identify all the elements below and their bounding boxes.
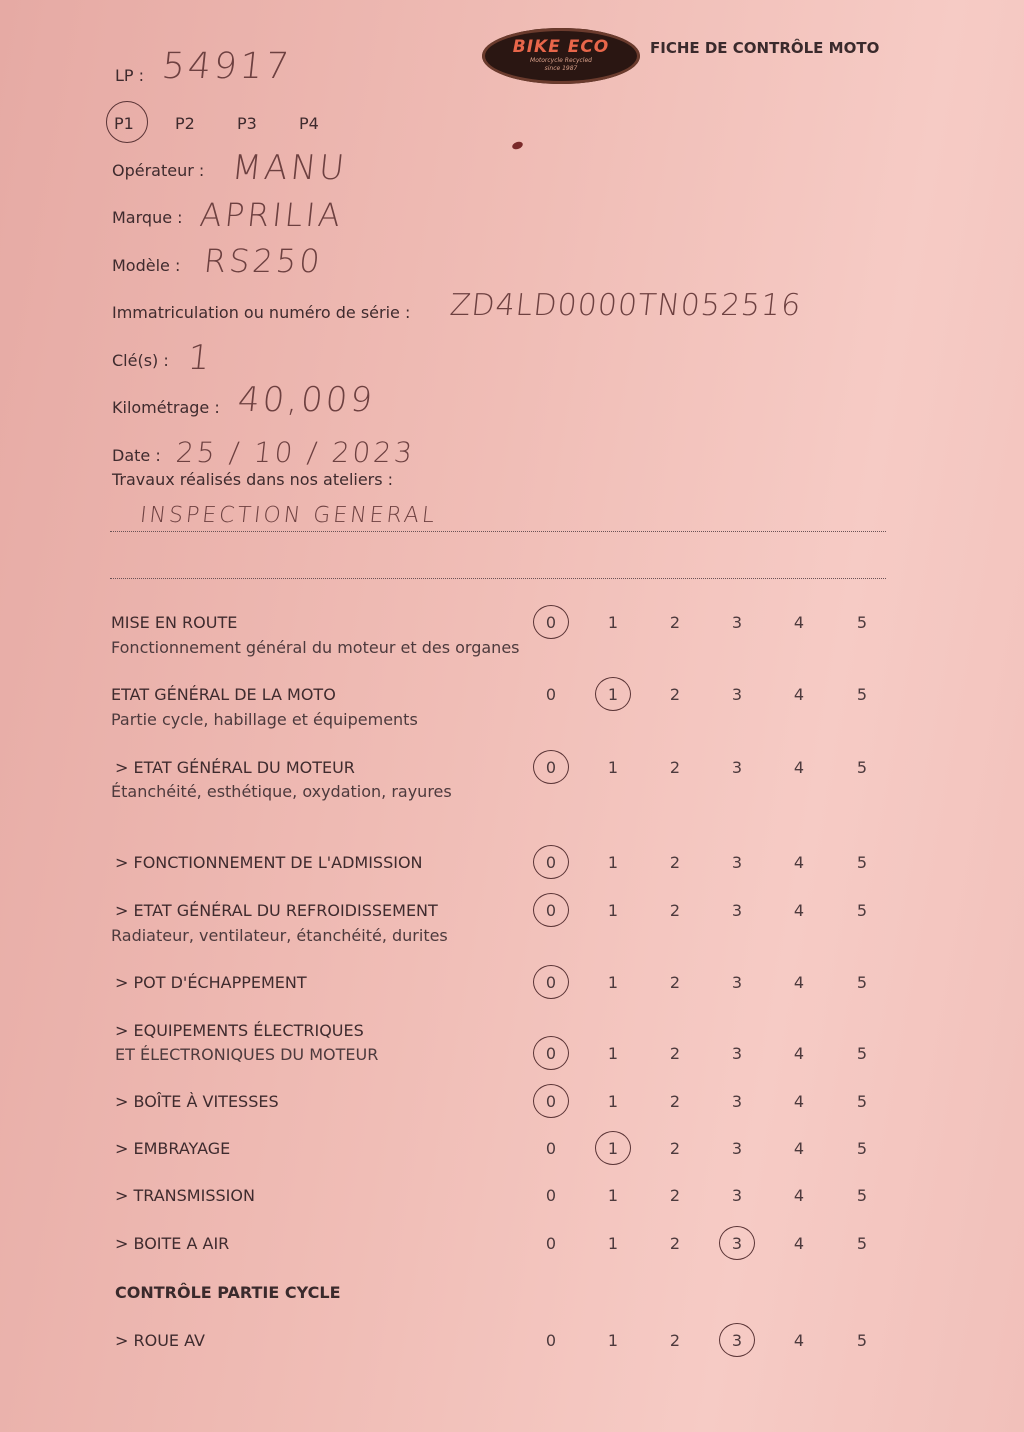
check-row-1-score-5[interactable]: 5 (856, 685, 868, 704)
check-row-0-score-0[interactable]: 0 (545, 613, 557, 632)
check-row-2-score-5[interactable]: 5 (856, 758, 868, 777)
check-row-4-score-0[interactable]: 0 (545, 901, 557, 920)
check-row-4-score-5[interactable]: 5 (856, 901, 868, 920)
cles-label: Clé(s) : (112, 351, 169, 370)
check-row-6-score-4[interactable]: 4 (793, 1044, 805, 1063)
check-row-2-score-4[interactable]: 4 (793, 758, 805, 777)
check-row-7-selected-circle (533, 1084, 569, 1118)
check-row-3-score-4[interactable]: 4 (793, 853, 805, 872)
check-row-10-title: > BOITE A AIR (115, 1234, 230, 1253)
cles-value[interactable]: 1 (185, 338, 215, 378)
check-row-0-score-5[interactable]: 5 (856, 613, 868, 632)
check-row-9-score-0[interactable]: 0 (545, 1186, 557, 1205)
cycle-row-0-selected-circle (719, 1323, 755, 1357)
lp-label: LP : (115, 66, 145, 85)
check-row-1-score-2[interactable]: 2 (669, 685, 681, 704)
section-heading-cycle: CONTRÔLE PARTIE CYCLE (115, 1283, 341, 1302)
marque-value[interactable]: APRILIA (198, 196, 346, 234)
check-row-7-score-5[interactable]: 5 (856, 1092, 868, 1111)
check-row-7-title: > BOÎTE À VITESSES (115, 1092, 279, 1111)
check-row-0-selected-circle (533, 605, 569, 639)
check-row-5-selected-circle (533, 965, 569, 999)
check-row-2-score-3[interactable]: 3 (731, 758, 743, 777)
check-row-2-selected-circle (533, 750, 569, 784)
check-row-9-title: > TRANSMISSION (115, 1186, 255, 1205)
check-row-4-title: > ETAT GÉNÉRAL DU REFROIDISSEMENT (115, 901, 438, 920)
check-row-10-score-0[interactable]: 0 (545, 1234, 557, 1253)
cycle-row-0-score-1[interactable]: 1 (607, 1331, 619, 1350)
cycle-row-0-score-3[interactable]: 3 (731, 1331, 743, 1350)
check-row-4-selected-circle (533, 893, 569, 927)
page-title: FICHE DE CONTRÔLE MOTO (650, 39, 880, 57)
check-row-9-score-2[interactable]: 2 (669, 1186, 681, 1205)
cycle-row-0-score-4[interactable]: 4 (793, 1331, 805, 1350)
check-row-4-score-2[interactable]: 2 (669, 901, 681, 920)
check-row-6-score-3[interactable]: 3 (731, 1044, 743, 1063)
check-row-1-title: ETAT GÉNÉRAL DE LA MOTO (111, 685, 336, 704)
check-row-1-subtitle: Partie cycle, habillage et équipements (111, 710, 418, 729)
check-row-10-score-2[interactable]: 2 (669, 1234, 681, 1253)
check-row-0-score-1[interactable]: 1 (607, 613, 619, 632)
check-row-3-score-2[interactable]: 2 (669, 853, 681, 872)
logo-text: BIKE ECO (512, 37, 610, 57)
check-row-5-score-0[interactable]: 0 (545, 973, 557, 992)
check-row-8-score-4[interactable]: 4 (793, 1139, 805, 1158)
marque-label: Marque : (112, 208, 183, 227)
check-row-3-selected-circle (533, 845, 569, 879)
logo-tagline: Motorcycle Recycled (530, 57, 592, 64)
check-row-4-score-1[interactable]: 1 (607, 901, 619, 920)
check-row-8-score-5[interactable]: 5 (856, 1139, 868, 1158)
modele-value[interactable]: RS250 (202, 242, 325, 280)
check-row-1-score-4[interactable]: 4 (793, 685, 805, 704)
check-row-3-title: > FONCTIONNEMENT DE L'ADMISSION (115, 853, 423, 872)
date-value[interactable]: 25 / 10 / 2023 (174, 436, 417, 469)
check-row-2-score-1[interactable]: 1 (607, 758, 619, 777)
check-row-7-score-3[interactable]: 3 (731, 1092, 743, 1111)
check-row-3-score-3[interactable]: 3 (731, 853, 743, 872)
check-row-10-score-5[interactable]: 5 (856, 1234, 868, 1253)
logo-tagline-year: since 1987 (544, 65, 578, 72)
check-row-6-selected-circle (533, 1036, 569, 1070)
immatriculation-label: Immatriculation ou numéro de série : (112, 303, 411, 322)
check-row-10-score-3[interactable]: 3 (731, 1234, 743, 1253)
operateur-label: Opérateur : (112, 161, 205, 180)
check-row-9-score-1[interactable]: 1 (607, 1186, 619, 1205)
check-row-7-score-2[interactable]: 2 (669, 1092, 681, 1111)
check-row-6-score-1[interactable]: 1 (607, 1044, 619, 1063)
check-row-7-score-4[interactable]: 4 (793, 1092, 805, 1111)
check-row-8-score-1[interactable]: 1 (607, 1139, 619, 1158)
check-row-2-score-2[interactable]: 2 (669, 758, 681, 777)
check-row-7-score-0[interactable]: 0 (545, 1092, 557, 1111)
kilometrage-value[interactable]: 40,009 (235, 380, 378, 420)
check-row-1-selected-circle (595, 677, 631, 711)
check-row-4-score-4[interactable]: 4 (793, 901, 805, 920)
check-row-5-score-2[interactable]: 2 (669, 973, 681, 992)
check-row-2-subtitle: Étanchéité, esthétique, oxydation, rayures (111, 782, 452, 801)
check-row-5-score-5[interactable]: 5 (856, 973, 868, 992)
check-row-8-score-2[interactable]: 2 (669, 1139, 681, 1158)
check-row-2-title: > ETAT GÉNÉRAL DU MOTEUR (115, 758, 355, 777)
check-row-10-selected-circle (719, 1226, 755, 1260)
position-p3[interactable]: P3 (237, 114, 257, 133)
lp-value[interactable]: 54917 (159, 46, 294, 87)
check-row-8-title: > EMBRAYAGE (115, 1139, 231, 1158)
cycle-row-0-score-0[interactable]: 0 (545, 1331, 557, 1350)
check-row-6-subtitle: ET ÉLECTRONIQUES DU MOTEUR (115, 1045, 379, 1064)
check-row-0-subtitle: Fonctionnement général du moteur et des organes (111, 638, 520, 657)
check-row-5-score-1[interactable]: 1 (607, 973, 619, 992)
check-row-9-score-3[interactable]: 3 (731, 1186, 743, 1205)
check-row-1-score-1[interactable]: 1 (607, 685, 619, 704)
travaux-value[interactable]: INSPECTION GENERAL (138, 503, 439, 528)
bike-eco-logo (482, 28, 640, 84)
check-row-2-score-0[interactable]: 0 (545, 758, 557, 777)
travaux-label: Travaux réalisés dans nos ateliers : (112, 470, 394, 489)
check-row-0-score-4[interactable]: 4 (793, 613, 805, 632)
check-row-10-score-1[interactable]: 1 (607, 1234, 619, 1253)
check-row-0-title: MISE EN ROUTE (111, 613, 238, 632)
check-row-9-score-5[interactable]: 5 (856, 1186, 868, 1205)
cycle-row-0-score-5[interactable]: 5 (856, 1331, 868, 1350)
check-row-3-score-1[interactable]: 1 (607, 853, 619, 872)
check-row-0-score-2[interactable]: 2 (669, 613, 681, 632)
check-row-8-score-3[interactable]: 3 (731, 1139, 743, 1158)
travaux-line-1 (110, 531, 886, 532)
position-p2[interactable]: P2 (175, 114, 195, 133)
check-row-8-selected-circle (595, 1131, 631, 1165)
kilometrage-label: Kilométrage : (112, 398, 220, 417)
date-label: Date : (112, 446, 161, 465)
immatriculation-value[interactable]: ZD4LD0000TN052516 (448, 288, 804, 323)
position-p1[interactable]: P1 (114, 114, 134, 133)
check-row-6-title: > EQUIPEMENTS ÉLECTRIQUES (115, 1021, 364, 1040)
check-row-8-score-0[interactable]: 0 (545, 1139, 557, 1158)
check-row-10-score-4[interactable]: 4 (793, 1234, 805, 1253)
check-row-5-score-3[interactable]: 3 (731, 973, 743, 992)
check-row-3-score-5[interactable]: 5 (856, 853, 868, 872)
cycle-row-0-title: > ROUE AV (115, 1331, 205, 1350)
check-row-6-score-2[interactable]: 2 (669, 1044, 681, 1063)
check-row-1-score-0[interactable]: 0 (545, 685, 557, 704)
position-p4[interactable]: P4 (299, 114, 319, 133)
check-row-5-title: > POT D'ÉCHAPPEMENT (115, 973, 307, 992)
modele-label: Modèle : (112, 256, 181, 275)
travaux-line-2 (110, 578, 886, 579)
check-row-7-score-1[interactable]: 1 (607, 1092, 619, 1111)
cycle-row-0-score-2[interactable]: 2 (669, 1331, 681, 1350)
check-row-0-score-3[interactable]: 3 (731, 613, 743, 632)
check-row-3-score-0[interactable]: 0 (545, 853, 557, 872)
check-row-1-score-3[interactable]: 3 (731, 685, 743, 704)
check-row-6-score-5[interactable]: 5 (856, 1044, 868, 1063)
check-row-5-score-4[interactable]: 4 (793, 973, 805, 992)
check-row-4-subtitle: Radiateur, ventilateur, étanchéité, durites (111, 926, 448, 945)
operateur-value[interactable]: MANU (229, 148, 350, 188)
check-row-4-score-3[interactable]: 3 (731, 901, 743, 920)
check-row-9-score-4[interactable]: 4 (793, 1186, 805, 1205)
ink-spot (511, 140, 524, 150)
check-row-6-score-0[interactable]: 0 (545, 1044, 557, 1063)
